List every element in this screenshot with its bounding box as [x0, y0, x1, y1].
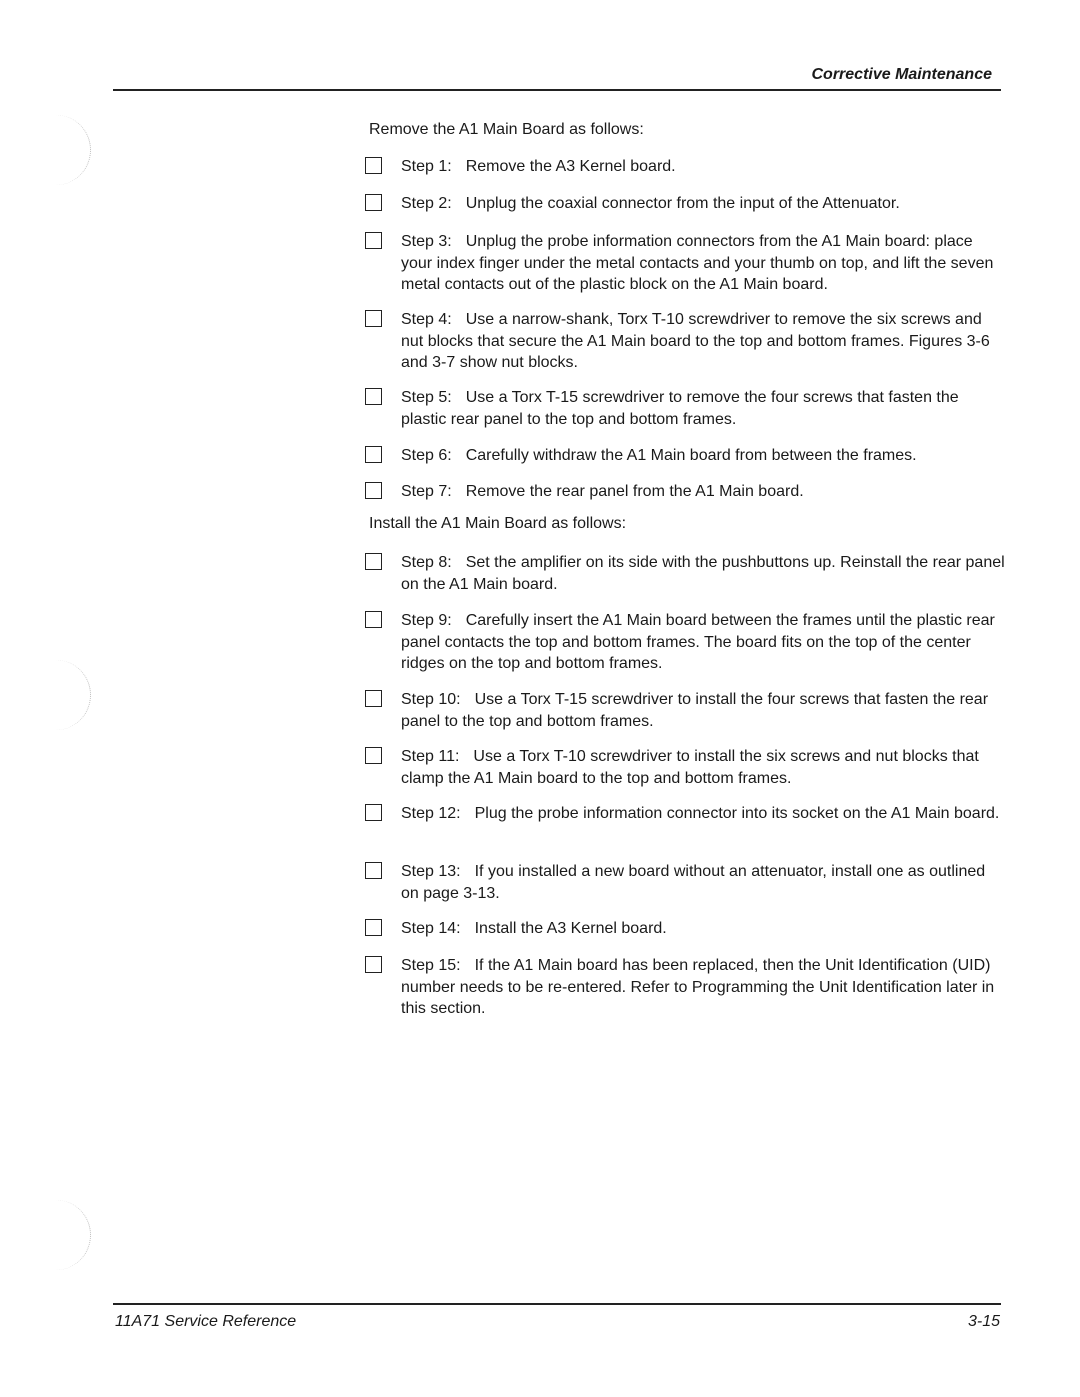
step-item: [365, 156, 1005, 178]
step-description: Use a Torx T-10 screwdriver to install the six screws and nut blocks that clamp the A1 Main board to the top and bottom frames.: [401, 748, 979, 787]
step-item: [365, 445, 1005, 467]
step-label: Step 8:: [401, 554, 452, 571]
step-text: [401, 193, 1005, 215]
step-text: [401, 803, 1005, 825]
checkbox[interactable]: [365, 611, 382, 628]
step-item: [365, 955, 1005, 1020]
step-description: Unplug the coaxial connector from the input of the Attenuator.: [465, 195, 900, 212]
step-item: [365, 481, 1005, 503]
step-item: [365, 746, 1005, 789]
step-item: [365, 309, 1005, 374]
step-label: Step 2:: [401, 195, 452, 212]
checkbox[interactable]: [365, 482, 382, 499]
step-text: [401, 610, 1005, 675]
footer-rule: [113, 1303, 1001, 1305]
checkbox[interactable]: [365, 862, 382, 879]
step-text: [401, 481, 1005, 503]
step-description: Use a Torx T-15 screwdriver to install the four screws that fasten the rear panel to the top and bottom frames.: [401, 691, 989, 730]
step-description: Set the amplifier on its side with the pushbuttons up. Reinstall the rear panel on the A1 Main board.: [401, 554, 1005, 593]
step-label: Step 9:: [401, 612, 452, 629]
checkbox[interactable]: [365, 157, 382, 174]
step-description: Unplug the probe information connectors from the A1 Main board: place your index finger under the metal contacts and your thumb on top, and lift the seven metal contacts out of the plastic block on the A1 Main board.: [401, 233, 994, 293]
step-description: Carefully insert the A1 Main board between the frames until the plastic rear panel contacts the top and bottom frames. The board fits on the top of the center ridges on the top and bottom frames.: [401, 612, 995, 672]
step-text: [401, 552, 1005, 595]
checkbox[interactable]: [365, 446, 382, 463]
step-label: Step 11:: [401, 748, 460, 765]
manual-title: 11A71 Service Reference: [115, 1313, 297, 1330]
section-title: Corrective Maintenance: [811, 66, 992, 83]
step-label: Step 13:: [401, 863, 461, 880]
step-label: Step 3:: [401, 233, 452, 250]
checkbox[interactable]: [365, 553, 382, 570]
checkbox[interactable]: [365, 804, 382, 821]
step-description: Plug the probe information connector into its socket on the A1 Main board.: [474, 805, 1000, 822]
punch-hole-mark: [30, 1200, 91, 1270]
step-label: Step 7:: [401, 483, 452, 500]
checkbox[interactable]: [365, 919, 382, 936]
step-text: [401, 918, 1005, 940]
checkbox[interactable]: [365, 310, 382, 327]
step-item: [365, 803, 1005, 825]
step-label: Step 14:: [401, 920, 461, 937]
remove-intro: Remove the A1 Main Board as follows:: [369, 121, 644, 138]
step-description: Install the A3 Kernel board.: [474, 920, 667, 937]
checkbox[interactable]: [365, 690, 382, 707]
checkbox[interactable]: [365, 194, 382, 211]
step-item: [365, 861, 1005, 904]
step-label: Step 15:: [401, 957, 461, 974]
step-item: [365, 610, 1005, 675]
page-number: 3-15: [967, 1313, 1000, 1330]
step-label: Step 5:: [401, 389, 452, 406]
step-item: [365, 231, 1005, 296]
step-item: [365, 193, 1005, 215]
checkbox[interactable]: [365, 747, 382, 764]
step-text: [401, 309, 1005, 374]
step-description: If the A1 Main board has been replaced, then the Unit Identification (UID) number needs to be re-entered. Refer to Programming the Unit Identification later in this section.: [401, 957, 995, 1017]
checkbox[interactable]: [365, 232, 382, 249]
step-item: [365, 552, 1005, 595]
checkbox[interactable]: [365, 388, 382, 405]
punch-hole-mark: [30, 115, 91, 185]
step-label: Step 10:: [401, 691, 461, 708]
step-label: Step 6:: [401, 447, 452, 464]
step-text: [401, 445, 1005, 467]
step-item: [365, 918, 1005, 940]
install-intro: Install the A1 Main Board as follows:: [369, 515, 627, 532]
step-text: [401, 861, 1005, 904]
step-description: Carefully withdraw the A1 Main board from between the frames.: [465, 447, 917, 464]
step-description: Use a Torx T-15 screwdriver to remove the four screws that fasten the plastic rear panel to the top and bottom frames.: [401, 389, 959, 428]
step-text: [401, 955, 1005, 1020]
checkbox[interactable]: [365, 956, 382, 973]
step-label: Step 1:: [401, 158, 452, 175]
header-rule: [113, 89, 1001, 91]
step-description: Remove the rear panel from the A1 Main board.: [465, 483, 804, 500]
step-text: [401, 689, 1005, 732]
step-text: [401, 231, 1005, 296]
step-description: Use a narrow-shank, Torx T-10 screwdriver to remove the six screws and nut blocks that secure the A1 Main board to the top and bottom frames. Figures 3-6 and 3-7 show nut blocks.: [401, 311, 990, 371]
step-description: Remove the A3 Kernel board.: [465, 158, 676, 175]
punch-hole-mark: [30, 660, 91, 730]
step-text: [401, 746, 1005, 789]
step-label: Step 12:: [401, 805, 461, 822]
step-label: Step 4:: [401, 311, 452, 328]
step-item: [365, 387, 1005, 430]
step-text: [401, 156, 1005, 178]
step-item: [365, 689, 1005, 732]
step-description: If you installed a new board without an attenuator, install one as outlined on page 3-13.: [401, 863, 986, 902]
step-text: [401, 387, 1005, 430]
